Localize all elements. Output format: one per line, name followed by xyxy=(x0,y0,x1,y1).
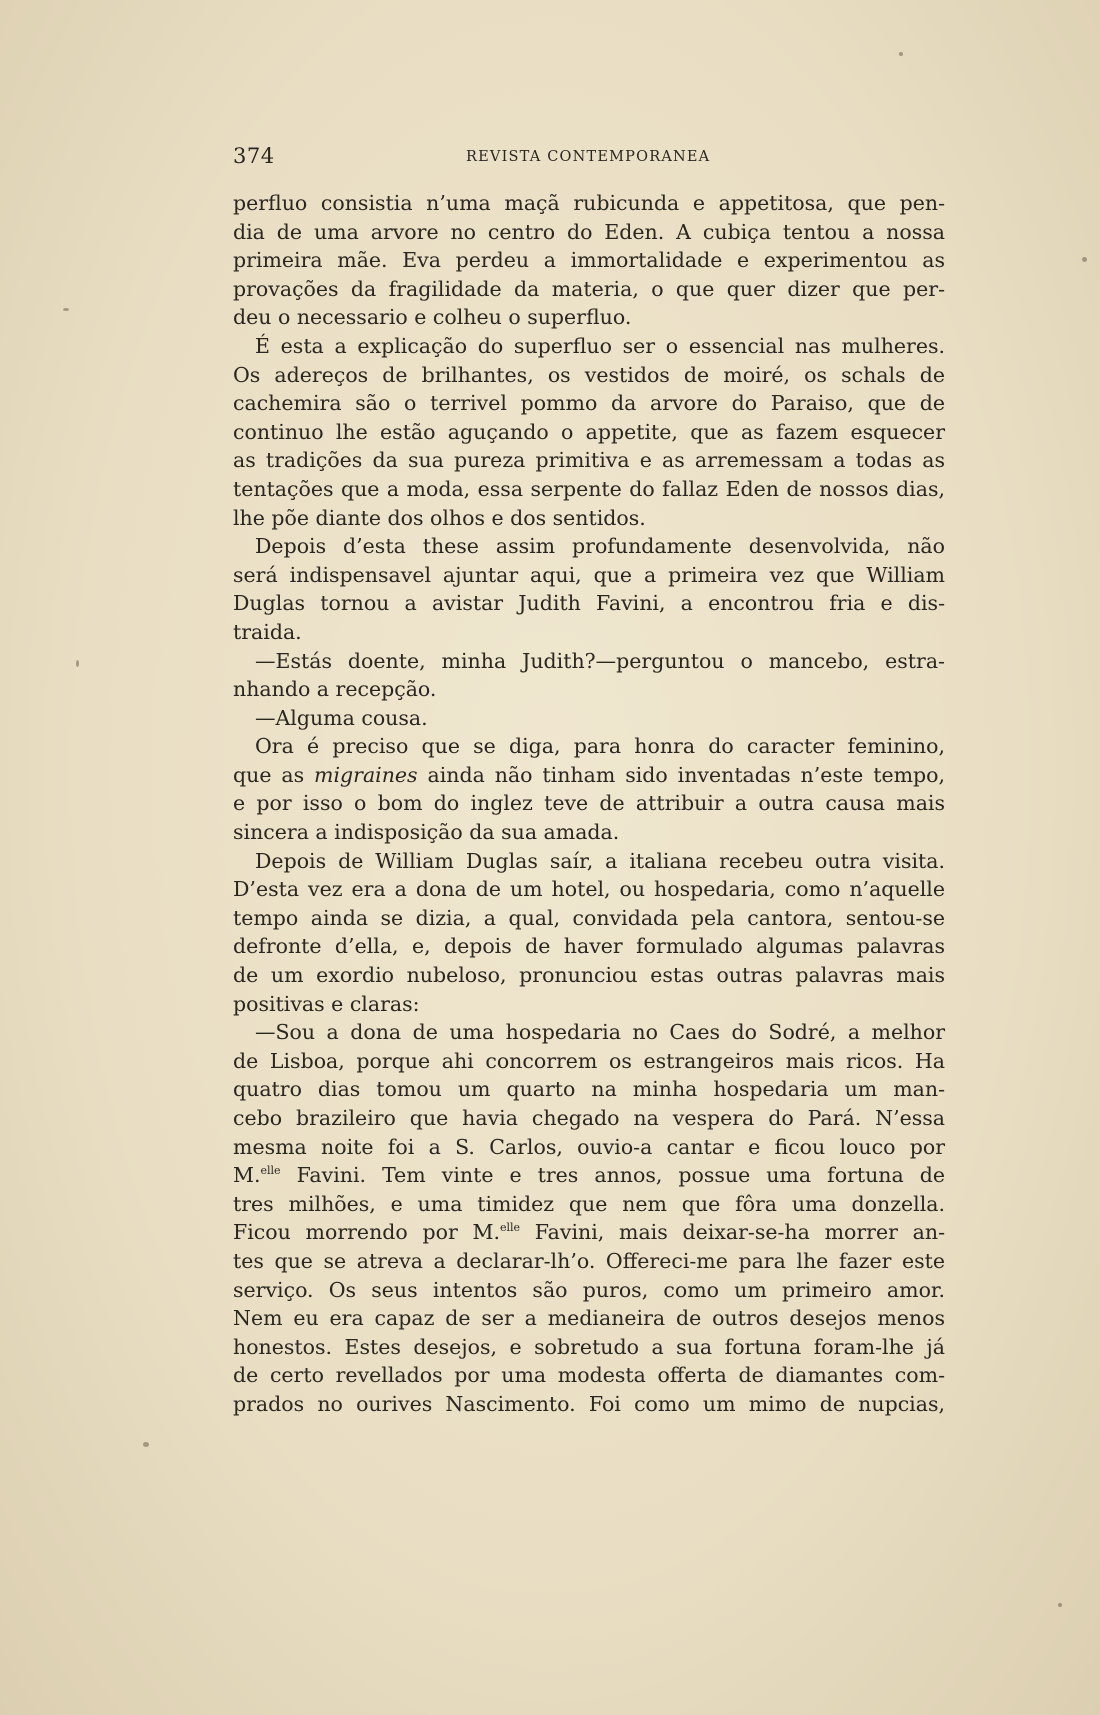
text-line: Os adereços de brilhantes, os vestidos de moiré, os schals de xyxy=(233,362,945,387)
running-title: REVISTA CONTEMPORANEA xyxy=(466,149,711,165)
text-line: continuo lhe estão aguçando o appetite, que as fazem esquecer xyxy=(233,419,945,444)
text-line: mesma noite foi a S. Carlos, ouvio-a cantar e ficou louco por xyxy=(233,1134,945,1159)
page-number: 374 xyxy=(233,144,275,168)
text-line: Duglas tornou a avistar Judith Favini, a encontrou fria e dis- xyxy=(233,591,945,616)
text-line: tentações que a moda, essa serpente do fallaz Eden de nossos dias, xyxy=(233,476,945,501)
text-line: tes que se atreva a declarar-lh’o. Offereci-me para lhe fazer este xyxy=(233,1248,945,1273)
text-line: cachemira são o terrivel pommo da arvore do Paraiso, que de xyxy=(233,391,945,416)
ink-speck xyxy=(63,308,69,311)
text-line: de um exordio nubeloso, pronunciou estas outras palavras mais xyxy=(233,963,945,988)
text-line: positivas e claras: xyxy=(233,991,420,1016)
text-line: traida. xyxy=(233,619,302,644)
text-line: será indispensavel ajuntar aqui, que a primeira vez que William xyxy=(233,562,945,587)
ink-speck xyxy=(143,1442,149,1447)
text-line: quatro dias tomou um quarto na minha hospedaria um man- xyxy=(233,1077,945,1102)
text-line: Depois d’esta these assim profundamente desenvolvida, não xyxy=(255,534,945,559)
text-line: as tradições da sua pureza primitiva e as arremessam a todas as xyxy=(233,448,945,473)
text-run: Ficou morrendo por M. xyxy=(233,1220,500,1245)
text-line: defronte d’ella, e, depois de haver formulado algumas palavras xyxy=(233,934,945,959)
text-line: sincera a indisposição da sua amada. xyxy=(233,820,620,845)
text-run: que as xyxy=(233,762,315,787)
text-line: primeira mãe. Eva perdeu a immortalidade e experimentou as xyxy=(233,248,945,273)
text-line: lhe põe diante dos olhos e dos sentidos. xyxy=(233,505,646,530)
text-line: dia de uma arvore no centro do Eden. A cubiça tentou a nossa xyxy=(233,219,945,244)
text-line: —Sou a dona de uma hospedaria no Caes do Sodré, a melhor xyxy=(255,1020,945,1045)
italic-word: migraines xyxy=(314,762,418,787)
text-line: tres milhões, e uma timidez que nem que fôra uma donzella. xyxy=(233,1191,945,1216)
body-text xyxy=(233,189,945,1419)
text-line xyxy=(233,761,945,790)
text-line: cebo brazileiro que havia chegado na vespera do Pará. N’essa xyxy=(233,1106,945,1130)
text-run: Favini, mais deixar-se-ha morrer an- xyxy=(520,1220,945,1245)
text-line: perfluo consistia n’uma maçã rubicunda e appetitosa, que pen- xyxy=(233,191,945,215)
ink-speck xyxy=(1082,257,1087,262)
text-line: tempo ainda se dizia, a qual, convidada pela cantora, sentou-se xyxy=(233,905,945,930)
text-line: deu o necessario e colheu o superfluo. xyxy=(233,305,632,330)
text-line: D’esta vez era a dona de um hotel, ou hospedaria, como n’aquelle xyxy=(233,877,945,902)
text-line: prados no ourives Nascimento. Foi como um mimo de nupcias, xyxy=(233,1391,945,1416)
text-run: Favini. Tem vinte e tres annos, possue uma fortuna de xyxy=(280,1163,945,1188)
superscript: elle xyxy=(260,1164,281,1178)
ink-speck xyxy=(1058,1603,1062,1607)
page-header xyxy=(233,144,953,174)
text-line: Ora é preciso que se diga, para honra do caracter feminino, xyxy=(255,734,945,759)
text-line xyxy=(233,1218,945,1247)
text-line: Nem eu era capaz de ser a medianeira de outros desejos menos xyxy=(233,1306,945,1331)
text-line: —Alguma cousa. xyxy=(255,705,428,730)
text-line: —Estás doente, minha Judith?—perguntou o mancebo, estra- xyxy=(255,648,945,673)
text-line: nhando a recepção. xyxy=(233,677,437,702)
superscript: elle xyxy=(500,1221,521,1235)
text-line: de certo revellados por uma modesta offerta de diamantes com- xyxy=(233,1363,945,1388)
text-run: ainda não tinham sido inventadas n’este tempo, xyxy=(417,762,945,787)
text-run: M. xyxy=(233,1163,261,1188)
text-line: honestos. Estes desejos, e sobretudo a sua fortuna foram-lhe já xyxy=(233,1334,945,1359)
text-line: serviço. Os seus intentos são puros, como um primeiro amor. xyxy=(233,1277,945,1302)
text-line xyxy=(233,1161,945,1190)
text-line: e por isso o bom do inglez teve de attribuir a outra causa mais xyxy=(233,791,945,816)
ink-speck xyxy=(899,52,903,56)
text-line: de Lisboa, porque ahi concorrem os estrangeiros mais ricos. Ha xyxy=(233,1048,945,1073)
ink-speck xyxy=(76,660,79,667)
text-line: Depois de William Duglas saír, a italiana recebeu outra visita. xyxy=(255,848,945,873)
text-line: É esta a explicação do superfluo ser o essencial nas mulheres. xyxy=(255,333,945,358)
text-line: provações da fragilidade da materia, o que quer dizer que per- xyxy=(233,276,945,301)
